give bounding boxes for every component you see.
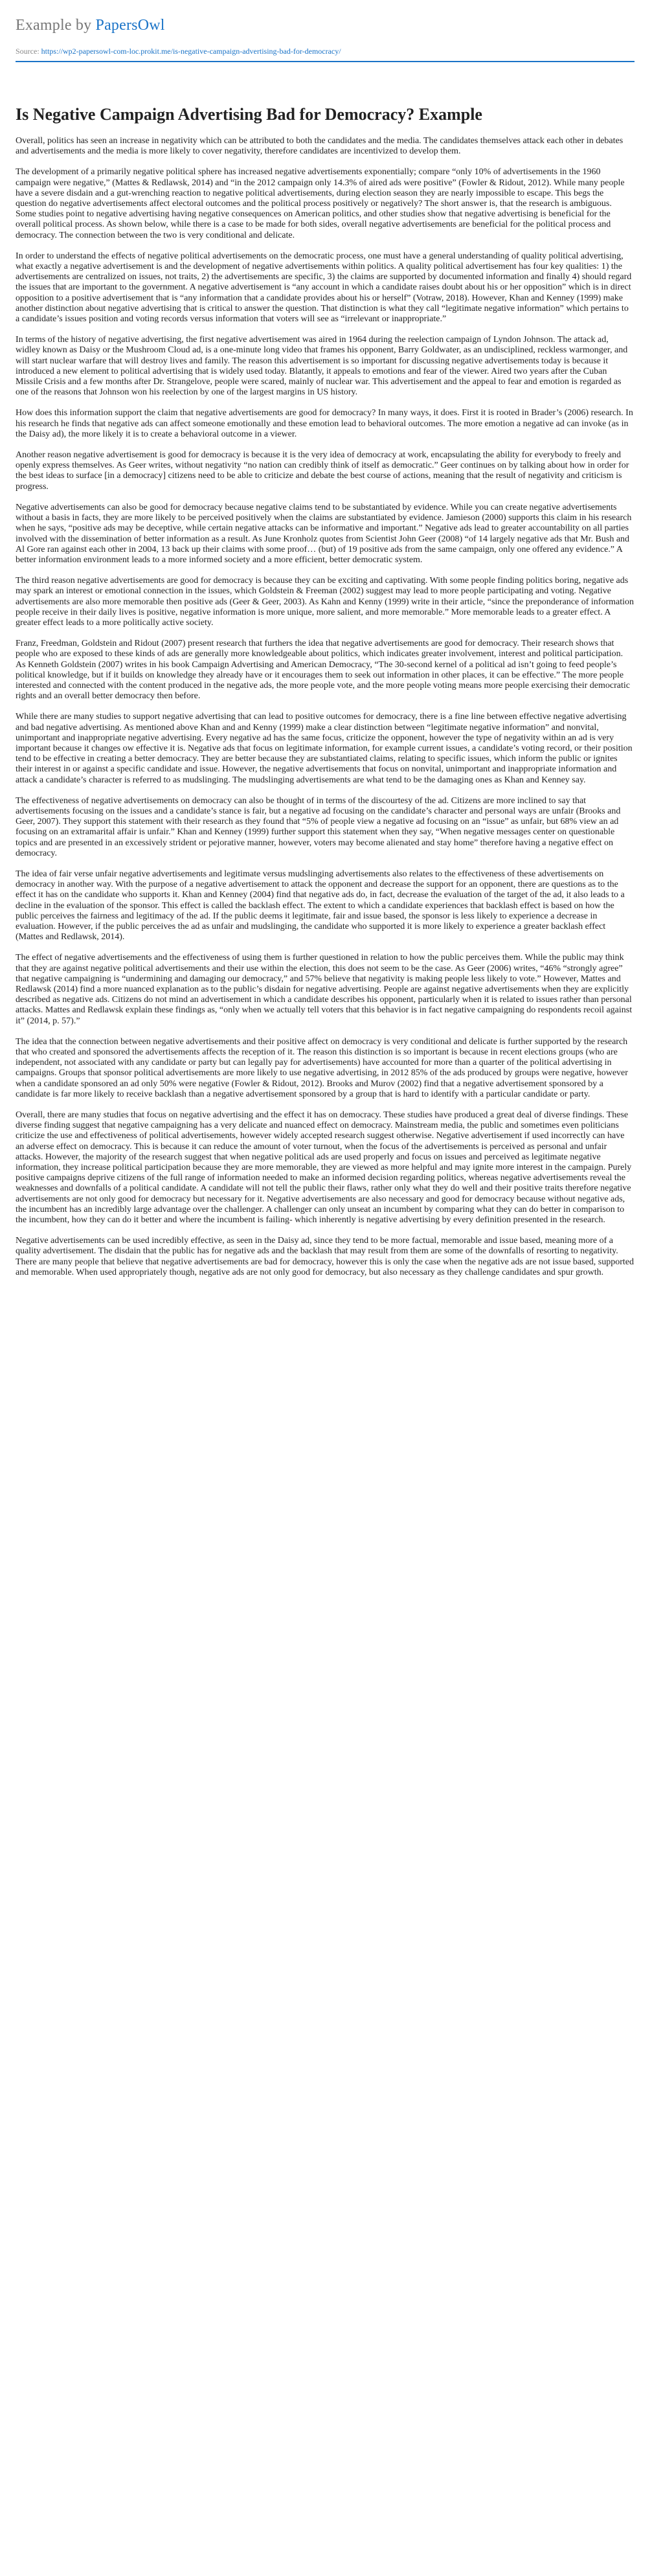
source-label: Source: xyxy=(16,47,41,56)
site-title-prefix: Example by xyxy=(16,17,96,34)
site-title xyxy=(16,16,635,35)
paragraph: In terms of the history of negative advertising, the first negative advertisement was aired in 1964 during the reelection campaign of Lyndon Johnson. The attack ad, widley known as Daisy or the Mushroom Cloud ad, is a one-minute long video that frames his opponent, Barry Goldwater, as an undisciplined, reckless warmonger, and will start nuclear warfare that will destroy lives and family. The reason this advertisement is so important for discussing negative advertisements today is because it introduced a new element to political advertising that is widely used today. Blatantly, it appeals to emotions and fear of the viewer. Aired two years after the Cuban Missile Crisis and a few months after Dr. Strangelove, people were scared, mainly of nuclear war. This advertisement and the appeal to fear and emotion is regarded as one of the reasons that Johnson won his reelection by one of the largest margins in US history. xyxy=(16,335,628,398)
site-header xyxy=(16,0,635,62)
paragraph: The development of a primarily negative political sphere has increased negative advertisements exponentially; compare “only 10% of advertisements in the 1960 campaign were negative,” (Mattes & Redlawsk, 2014) and “in the 2012 campaign only 14.3% of aired ads were positive” (Fowler & Ridout, 2012). While many people have a severe disdain and a gut-wrenching reaction to negative political advertisements, during election season they are nearly impossible to escape. This begs the question do negative advertisements affect electoral outcomes and the political process positively or negatively? The short answer is, that the research is ambiguous. Some studies point to negative advertising having negative consequences on American politics, and other studies show that negative advertising is beneficial for the overall political process. As shown below, while there is a case to be made for both sides, overall negative advertisements are beneficial for the political process and democracy. The connection between the two is very conditional and delicate. xyxy=(16,167,625,240)
paragraph: The idea that the connection between negative advertisements and their positive affect on democracy is very conditional and delicate is further supported by the research that who created and sponsored the advertisements affects the reception of it. The reason this distinction is so important is because in recent elections groups (who are independent, not associated with any candidate or party but can legally pay for advertisements) have accounted for more than a quarter of the political advertising in campaigns. Groups that sponsor political advertisements are more likely to use negative advertising, in 2012 85% of the ads produced by groups were negative, however when a candidate sponsored an ad only 50% were negative (Fowler & Ridout, 2012). Brooks and Murov (2002) find that a negative advertisement sponsored by a candidate is far more likely to receive backlash than a negative advertisement sponsored by a group that is hard to identify with a particular candidate or party. xyxy=(16,1036,628,1099)
paragraph: Negative advertisements can be used incredibly effective, as seen in the Daisy ad, since they tend to be more factual, memorable and issue based, meaning more of a quality advertisement. The disdain that the public has for negative ads and the backlash that may result from them are some of the downfalls of resorting to negativity. There are many people that believe that negative advertisements are bad for democracy, however this is only the case when the negative ads are not issue based, supported and memorable. When used appropriately though, negative ads are not only good for democracy, but also necessary as they challenge candidates and spur growth. xyxy=(16,1236,635,1277)
paragraph: The effect of negative advertisements and the effectiveness of using them is further questioned in relation to how the public perceives them. While the public may think that they are against negative political advertisements and their use within the election, this does not seem to be the case. As Geer (2006) writes, “46% “strongly agree” that negative campaigning is “undermining and damaging our democracy,” and 57% believe that negativity is making people less likely to vote.” However, Mattes and Redlawsk (2014) find a more nuanced explanation as to the public’s disdain for negative advertising. People are against negative advertisements when they are explicitly described as negative ads. Citizens do not mind an advertisement in which a candidate describes his opponent, particularly when it is related to issues rather than personal attacks. Mattes and Redlawsk explain these findings as, “only when we actually tell voters that this behavior is in fact negative campaigning do respondents recoil against it” (2014, p. 57).” xyxy=(16,953,633,1026)
paragraph: Overall, there are many studies that focus on negative advertising and the effect it has on democracy. These studies have produced a great deal of diverse findings. These diverse finding suggest that negative campaigning has a very delicate and nuanced effect on democracy. Mainstream media, the public and sometimes even politicians criticize the use and effectiveness of political advertisements, however widely accepted research suggest otherwise. Negative advertisement if used incorrectly can have an adverse effect on democracy. This is because it can reduce the amount of voter turnout, when the focus of the advertisements is perceived as personal and unfair attacks. However, the majority of the research suggest that when negative political ads are used properly and focus on issues and perceived as legitimate negative information, they increase political participation because they are more memorable, they are viewed as more helpful and may ignite more interest in the campaign. Purely positive campaigns deprive citizens of the full range of information needed to make an informed decision regarding politics, whereas negative advertisements reveal the weaknesses and downfalls of a political candidate. A candidate will not tell the public their flaws, rather only what they do well and their positive traits therefore negative advertisements are not only good for democracy but necessary for it. Negative advertisements are also necessary and good for democracy because without negative ads, the incumbent has an incredibly large advantage over the challenger. A challenger can only unseat an incumbent by comparing what they can do better in comparison to the incumbent, how they can do it better and where the incumbent is failing- which inherently is negative advertising by every definition presented in the research. xyxy=(16,1110,632,1225)
article-body xyxy=(16,136,635,1278)
paragraph: Franz, Freedman, Goldstein and Ridout (2007) present research that furthers the idea that negative advertisements are good for democracy. Their research shows that people who are exposed to these kinds of ads are generally more knowledgeable about politics, which indicates greater involvement, interest and political participation. As Kenneth Goldstein (2007) writes in his book Campaign Advertising and American Democracy, “The 30-second kernel of a political ad isn’t going to feed people’s political knowledge, but if it builds on knowledge they already have or it encourages them to seek out information in other places, it can be effective.” The more people interested and connected with the content produced in the negative ads, the more people vote, and the more people voting means more people exercising their democratic rights and an overall better democracy then before. xyxy=(16,639,630,701)
paragraph: The effectiveness of negative advertisements on democracy can also be thought of in terms of the discourtesy of the ad. Citizens are more inclined to say that advertisements focusing on the issues and a candidate’s stance is fair, but a negative ad focusing on the candidate’s character and personal ways are unfair (Brooks and Geer, 2007). They support this statement with their research as they found that “5% of people view a negative ad focusing on an “issue” as unfair, but 68% view an ad focusing on an extramarital affair is unfair.” Khan and Kenney (1999) further support this statement when they say, “When negative messages center on questionable topics and are presented in an excessively strident or pejorative manner, however, voters may become alienated and stay home” therefore having a negative effect on democracy. xyxy=(16,795,621,858)
article-title: Is Negative Campaign Advertising Bad for Democracy? Example xyxy=(16,105,482,124)
source-line xyxy=(16,47,635,56)
paragraph: While there are many studies to support negative advertising that can lead to positive outcomes for democracy, there is a fine line between effective negative advertising and bad negative advertising. As mentioned above Khan and and Kenny (1999) make a clear distinction between “legitimate negative information” and nonvital, unimportant and inappropriate negative advertising. Every negative ad has the same focus, criticize the opponent, however the type of negativity within an ad is very important because it changes ow effective it is. Negative ads that focus on legitimate information, for example current issues, a candidate’s voting record, or their position tend to be effective in creating a better democracy. They are better because they are substantiated claims, relating to specific issues, which inform the public or ignites their interest in or against a specific candidate and issue. However, the negative advertisements that focus on nonvital, unimportant and inappropriate information and attack a candidate’s character is referred to as mudslinging. The mudslinging advertisements are what tend to be the damaging ones as Khan and Kenney say. xyxy=(16,712,633,785)
paragraph: The idea of fair verse unfair negative advertisements and legitimate versus mudslinging advertisements also relates to the effectiveness of these advertisements on democracy in another way. With the purpose of a negative advertisement to attack the opponent and decrease the support for an opponent, there are questions as to the effect it has on the candidate who supports it. Khan and Kenney (2004) find that negative ads do, in fact, decrease the evaluation of the target of the ad, it also leads to a decline in the evaluation of the sponsor. This effect is called the backlash effect. The extent to which a candidate experiences that backlash effect is based on how the public perceives the fairness and legitimacy of the ad. If the public deems it legitimate, fair and issue based, the sponsor is less likely to experience a decrease in evaluation. However, if the public perceives the ad as unfair and mudslinging, the candidate who supported it is more likely to experience a greater backlash effect (Mattes and Redlawsk, 2014). xyxy=(16,869,625,942)
paragraph: Negative advertisements can also be good for democracy because negative claims tend to be substantiated by evidence. While you can create negative advertisements without a basis in facts, they are more likely to be perceived positively when the claims are substantiated by evidence. Jamieson (2000) supports this claim in his research when he says, “positive ads may be deceptive, while certain negative attacks can be informative and important.” Negative ads lead to greater accountability on all parties involved with the dissemination of better information as a result. As June Kronholz quotes from Scientist John Geer (2008) “of 14 largely negative ads that Mr. Bush and Al Gore ran against each other in 2004, 13 back up their claims with some proof… (but) of 19 positive ads from the same campaign, only one offered any evidence.” A better information environment leads to a more informed society and a more efficient, better democratic system. xyxy=(16,502,632,565)
brand-link[interactable]: PapersOwl xyxy=(95,17,165,34)
paragraph: The third reason negative advertisements are good for democracy is because they can be exciting and captivating. With some people finding politics boring, negative ads may spark an interest or emotional connection in the issues, which Goldstein & Freeman (2002) suggest may lead to more people participating and voting. Negative advertisements are also more memorable then positive ads (Geer & Geer, 2003). As Kahn and Kenny (1999) write in their article, “since the preponderance of information people receive in their daily lives is positive, negative information is more unique, more salient, and more memorable.” More memorable leads to a greater effect. A greater effect leads to a more politically active society. xyxy=(16,576,634,628)
header-divider xyxy=(16,61,635,62)
paragraph: In order to understand the effects of negative political advertisements on the democratic process, one must have a general understanding of quality political advertising, what exactly a negative advertisement is and the development of negative advertisements within politics. A quality political advertisement has four key qualities: 1) the advertisements are centralized on issues, not traits, 2) the advertisements are specific, 3) the claims are supported by documented information and finally 4) should regard the issues that are important to the government. A negative advertisement is “any account in which a candidate raises doubt about his or her opposition” which is in direct opposition to a positive advertisement that is “any information that a candidate provides about his or herself” (Votraw, 2018). However, Khan and Kenney (1999) make another distinction about negative advertising that is critical to answer the question. That distinction is what they call “legitimate negative information” which pertains to a candidate’s issues position and voting records versus information that voters will see as “irrelevant or inappropriate.” xyxy=(16,251,632,325)
source-link[interactable]: https://wp2-papersowl-com-loc.prokit.me/is-negative-campaign-advertising-bad-for-democracy/ xyxy=(41,47,341,56)
paragraph: Overall, politics has seen an increase in negativity which can be attributed to both the candidates and the media. The candidates themselves attack each other in debates and advertisements and the media is more likely to cover negativity, therefore candidates are incentivized to develop them. xyxy=(16,136,624,157)
paragraph: Another reason negative advertisement is good for democracy is because it is the very idea of democracy at work, encapsulating the ability for everybody to freely and openly express themselves. As Geer writes, without negativity “no nation can credibly think of itself as democratic.” Geer continues on by talking about how in order for the best ideas to surface [in a democracy] citizens need to be able to criticize and debate the best course of actions, meaning that the result of negativity and criticism is progress. xyxy=(16,450,629,492)
paragraph: How does this information support the claim that negative advertisements are good for democracy? In many ways, it does. First it is rooted in Brader’s (2006) research. In his research he finds that negative ads can affect someone emotionally and these emotion lead to behavioral outcomes. The more emotion a negative ad can invoke (as in the Daisy ad), the more likely it is to create a behavioral outcome in a viewer. xyxy=(16,408,633,439)
